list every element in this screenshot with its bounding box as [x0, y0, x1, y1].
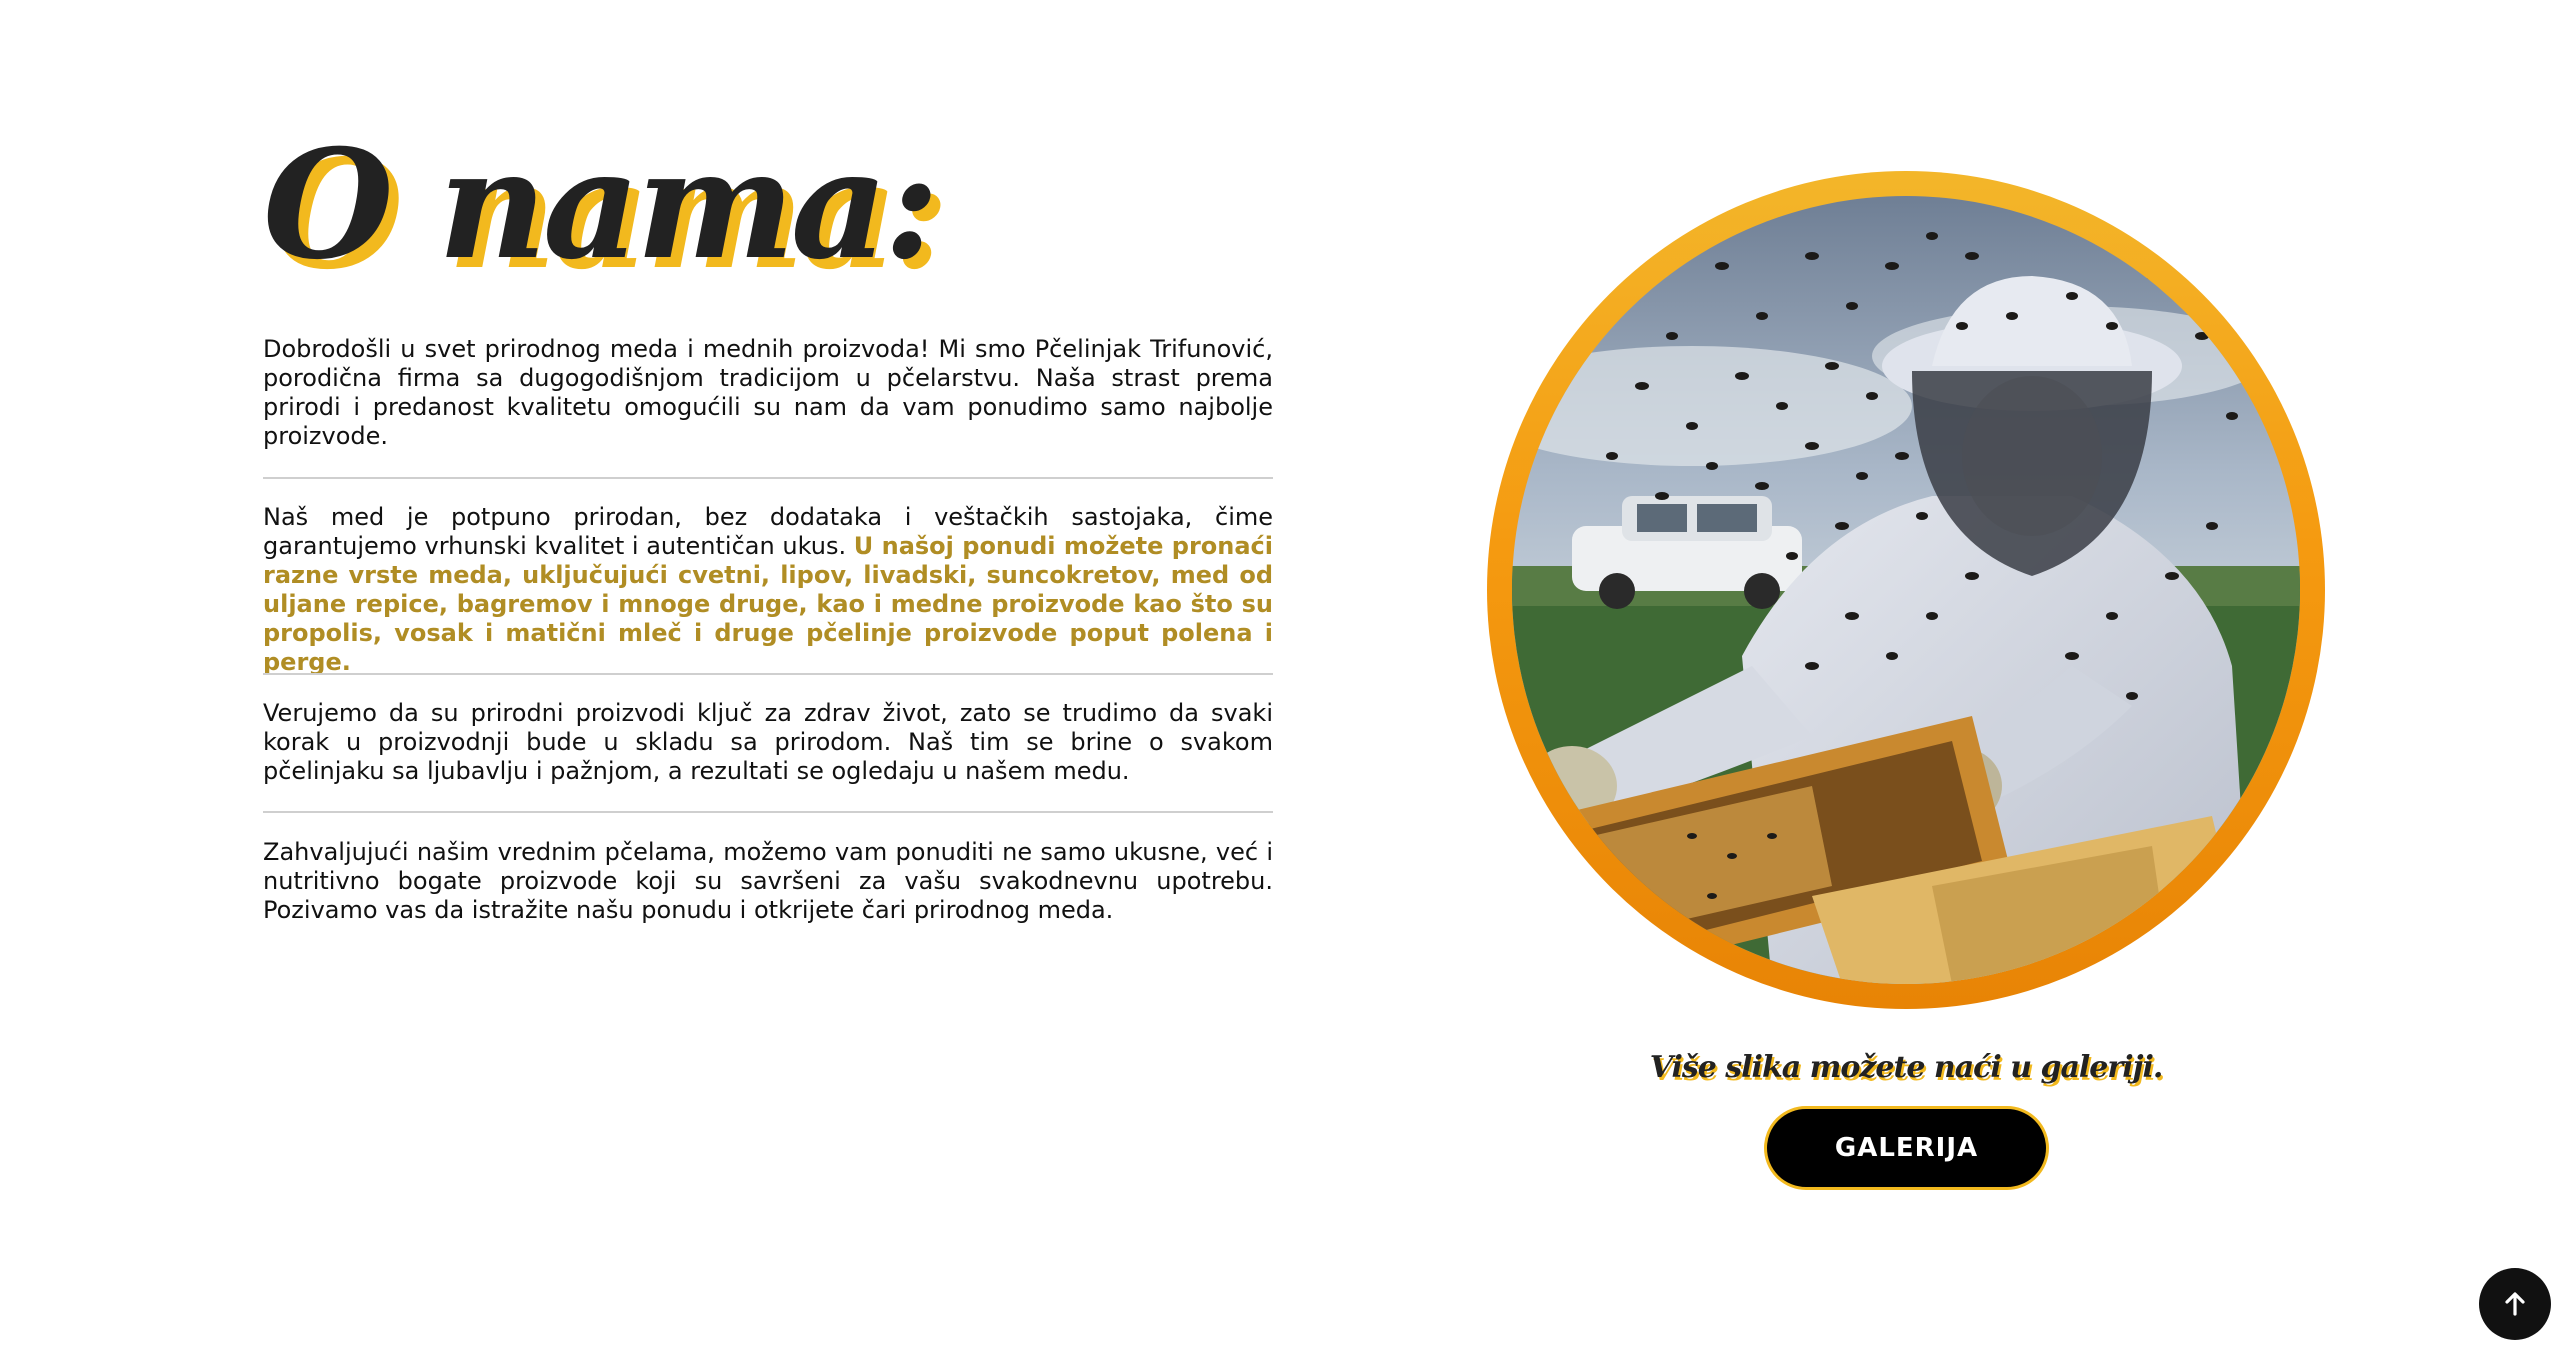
- arrow-up-icon: [2500, 1289, 2530, 1319]
- about-paragraph-values: Verujemo da su prirodni proizvodi ključ za zdrav život, zato se trudimo da svaki korak u proizvodnji bude u skladu sa prirodom. Naš tim se brine o svakom pčelinjaku sa ljubavlju i pažnjom, a rezultati se ogledaju u našem medu.: [263, 699, 1273, 785]
- about-paragraph-products: [263, 503, 1273, 677]
- products-highlight: U našoj ponudi možete pronaći razne vrste meda, uključujući cvetni, lipov, livadski, suncokretov, med od uljane repice, bagremov i mnoge druge, kao i medne proizvode kao što su propolis, vosak i matični mleč i druge pčelinje proizvode poput polena i perge.: [263, 532, 1274, 676]
- section-divider: [263, 673, 1273, 675]
- beekeeper-illustration: [1512, 196, 2300, 984]
- about-paragraph-invite: Zahvaljujući našim vrednim pčelama, možemo vam ponuditi ne samo ukusne, već i nutritivno bogate proizvode koji su savršeni za vašu svakodnevnu upotrebu. Pozivamo vas da istražite našu ponudu i otkrijete čari prirodnog meda.: [263, 838, 1273, 924]
- back-to-top-button[interactable]: [2479, 1268, 2551, 1340]
- section-divider: [263, 811, 1273, 813]
- gallery-caption: Više slika možete naći u galeriji.: [1649, 1050, 2163, 1085]
- about-paragraph-intro: Dobrodošli u svet prirodnog meda i mednih proizvoda! Mi smo Pčelinjak Trifunović, porodična firma sa dugogodišnjom tradicijom u pčelarstvu. Naša strast prema prirodi i predanost kvalitetu omogućili su nam da vam ponudimo samo najbolje proizvode.: [263, 335, 1273, 450]
- photo-frame: [1487, 171, 2325, 1009]
- section-divider: [263, 477, 1273, 479]
- products-text: Naš med je potpuno prirodan, bez dodataka i veštačkih sastojaka, čime garantujemo vrhunski kvalitet i autentičan ukus.: [263, 503, 1273, 560]
- gallery-button[interactable]: GALERIJA: [1764, 1106, 2049, 1190]
- about-section: [263, 117, 1274, 924]
- beekeeper-photo: [1512, 196, 2300, 984]
- page-title: O nama:: [263, 117, 936, 293]
